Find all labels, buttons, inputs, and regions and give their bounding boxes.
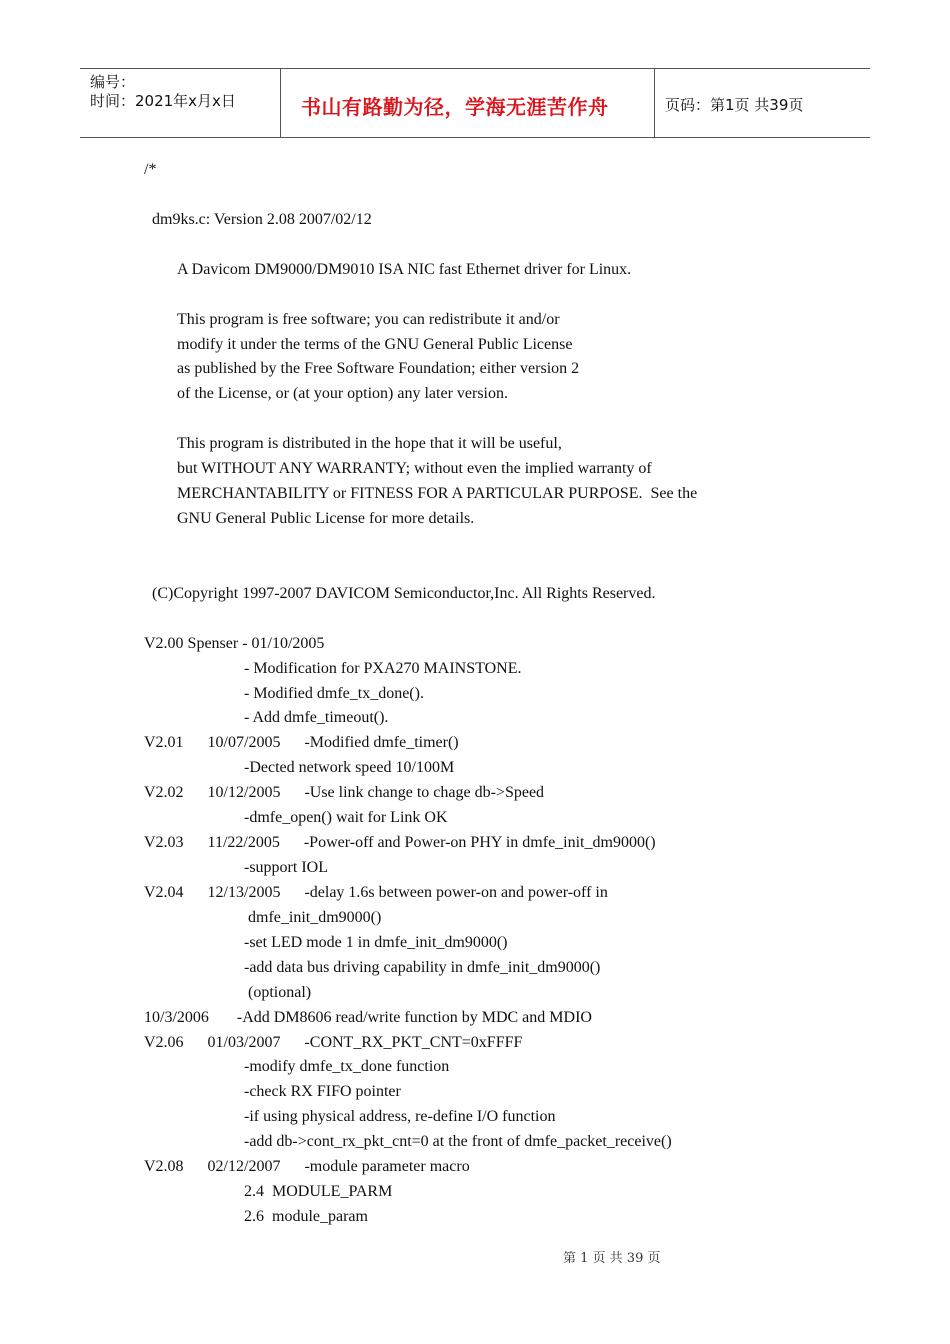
text-line: -check RX FIFO pointer — [244, 1083, 401, 1100]
document-header — [80, 68, 870, 138]
text-line: -Dected network speed 10/100M — [244, 759, 455, 776]
text-line: (optional) — [244, 984, 312, 1001]
text-line: GNU General Public License for more details. — [177, 510, 475, 527]
text-line: - Modified dmfe_tx_done(). — [244, 685, 424, 702]
time-label: 时间：2021年x月x日 — [90, 92, 236, 110]
number-label: 编号： — [90, 73, 136, 91]
text-line: - Add dmfe_timeout(). — [244, 709, 389, 726]
text-line: -modify dmfe_tx_done function — [244, 1058, 450, 1075]
text-line: (C)Copyright 1997-2007 DAVICOM Semiconductor,Inc. All Rights Reserved. — [152, 585, 656, 602]
text-line: of the License, or (at your option) any later version. — [177, 385, 508, 402]
text-line: This program is free software; you can redistribute it and/or — [177, 311, 560, 328]
text-line: dmfe_init_dm9000() — [244, 909, 382, 926]
text-line: - Modification for PXA270 MAINSTONE. — [244, 660, 522, 677]
text-line: -dmfe_open() wait for Link OK — [244, 809, 448, 826]
text-line: 10/3/2006 -Add DM8606 read/write function by MDC and MDIO — [144, 1009, 592, 1026]
text-line: MERCHANTABILITY or FITNESS FOR A PARTICULAR PURPOSE. See the — [177, 485, 698, 502]
text-line: 2.4 MODULE_PARM — [244, 1183, 393, 1200]
text-line: V2.02 10/12/2005 -Use link change to chage db->Speed — [144, 784, 545, 801]
page-footer: 第 1 页 共 39 页 — [563, 1251, 661, 1266]
text-line: -support IOL — [244, 859, 328, 876]
text-line: V2.00 Spenser - 01/10/2005 — [144, 635, 325, 652]
text-line: V2.08 02/12/2007 -module parameter macro — [144, 1158, 470, 1175]
header-page-cell — [655, 69, 870, 137]
text-line: V2.04 12/13/2005 -delay 1.6s between power-on and power-off in — [144, 884, 608, 901]
text-line: V2.03 11/22/2005 -Power-off and Power-on PHY in dmfe_init_dm9000() — [144, 834, 656, 851]
header-motto-cell — [280, 69, 655, 137]
text-line: -add data bus driving capability in dmfe_init_dm9000() — [244, 959, 601, 976]
motto-text: 书山有路勤为径，学海无涯苦作舟 — [301, 95, 609, 119]
text-line: but WITHOUT ANY WARRANTY; without even the implied warranty of — [177, 460, 652, 477]
text-line: A Davicom DM9000/DM9010 ISA NIC fast Ethernet driver for Linux. — [177, 261, 632, 278]
text-line: This program is distributed in the hope that it will be useful, — [177, 435, 562, 452]
header-left-cell — [80, 69, 280, 137]
text-line: -add db->cont_rx_pkt_cnt=0 at the front of dmfe_packet_receive() — [244, 1133, 672, 1150]
text-line: -if using physical address, re-define I/O function — [244, 1108, 556, 1125]
text-line: -set LED mode 1 in dmfe_init_dm9000() — [244, 934, 508, 951]
text-line: dm9ks.c: Version 2.08 2007/02/12 — [152, 211, 372, 228]
text-line: /* — [144, 161, 157, 178]
text-line: modify it under the terms of the GNU General Public License — [177, 336, 573, 353]
text-line: V2.06 01/03/2007 -CONT_RX_PKT_CNT=0xFFFF — [144, 1034, 523, 1051]
text-line: as published by the Free Software Foundation; either version 2 — [177, 360, 580, 377]
page-info: 页码：第1页 共39页 — [665, 96, 804, 114]
text-line: V2.01 10/07/2005 -Modified dmfe_timer() — [144, 734, 459, 751]
text-line: 2.6 module_param — [244, 1208, 368, 1225]
